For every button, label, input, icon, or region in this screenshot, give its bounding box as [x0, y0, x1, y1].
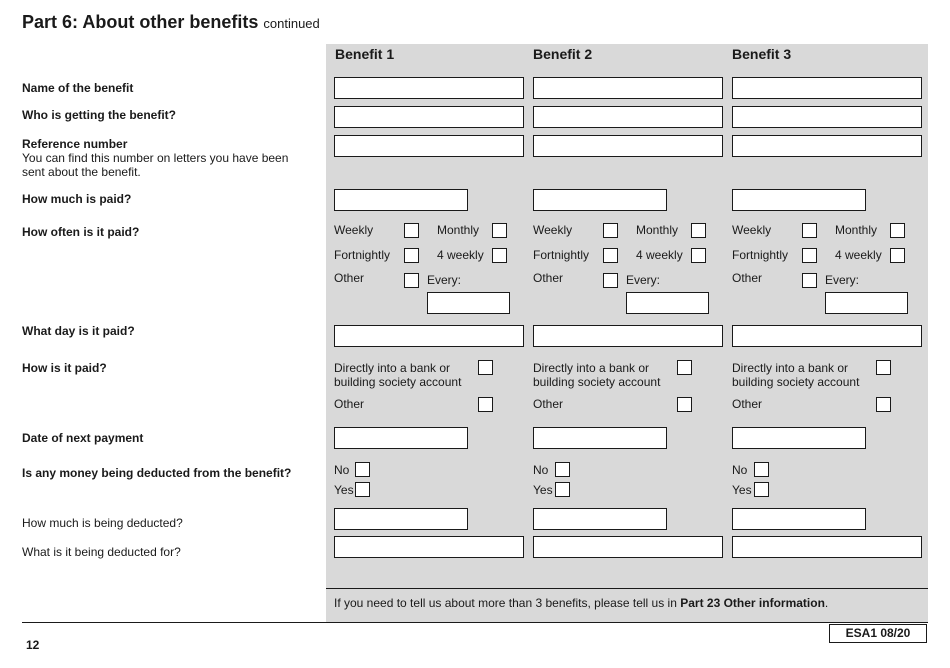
benefit-2-deduct-reason-input[interactable] — [533, 536, 723, 558]
benefit-2-bank-checkbox[interactable] — [677, 360, 692, 375]
benefit-2-weekly-checkbox[interactable] — [603, 223, 618, 238]
benefit-3-other-payment-checkbox[interactable] — [876, 397, 891, 412]
q-what-day-paid: What day is it paid? — [22, 324, 135, 338]
benefit-2-amount-input[interactable] — [533, 189, 667, 211]
benefit-3-other-frequency-checkbox[interactable] — [802, 273, 817, 288]
benefit-1-reference-input[interactable] — [334, 135, 524, 157]
benefit-1-no-checkbox[interactable] — [355, 462, 370, 477]
benefit-2-monthly-checkbox[interactable] — [691, 223, 706, 238]
benefit-1-monthly-checkbox[interactable] — [492, 223, 507, 238]
benefit-2-next-payment-input[interactable] — [533, 427, 667, 449]
benefit-1-bank-checkbox[interactable] — [478, 360, 493, 375]
benefit-1-deduct-amount-input[interactable] — [334, 508, 468, 530]
other-payment-label: Other — [533, 397, 564, 411]
four-weekly-label: 4 weekly — [835, 248, 882, 262]
q-name-of-benefit: Name of the benefit — [22, 81, 134, 95]
benefit-1-deduct-reason-input[interactable] — [334, 536, 524, 558]
q-how-much-deducted: How much is being deducted? — [22, 516, 183, 530]
benefit-3-every-input[interactable] — [825, 292, 908, 314]
bank-account-label: Directly into a bank or building society account — [334, 361, 462, 389]
benefit-1-amount-input[interactable] — [334, 189, 468, 211]
other-payment-label: Other — [334, 397, 365, 411]
benefit-2-no-checkbox[interactable] — [555, 462, 570, 477]
other-payment-label: Other — [732, 397, 763, 411]
benefit-1-other-payment-checkbox[interactable] — [478, 397, 493, 412]
monthly-label: Monthly — [636, 223, 679, 237]
monthly-label: Monthly — [437, 223, 480, 237]
benefit-2-day-input[interactable] — [533, 325, 723, 347]
benefit-2-fortnightly-checkbox[interactable] — [603, 248, 618, 263]
continued-label: continued — [263, 16, 320, 31]
four-weekly-label: 4 weekly — [437, 248, 484, 262]
q-date-next-payment: Date of next payment — [22, 431, 144, 445]
q-how-is-paid: How is it paid? — [22, 361, 107, 375]
footnote-divider — [326, 588, 928, 589]
page-title — [22, 12, 320, 33]
benefit-1-every-input[interactable] — [427, 292, 510, 314]
every-label: Every: — [427, 273, 462, 287]
q-reference-number: Reference number — [22, 137, 128, 151]
q-how-much-paid: How much is paid? — [22, 192, 132, 206]
benefit-2-other-payment-checkbox[interactable] — [677, 397, 692, 412]
benefit-1-name-input[interactable] — [334, 77, 524, 99]
benefit-1-yes-checkbox[interactable] — [355, 482, 370, 497]
no-label: No — [732, 463, 748, 477]
column-header-benefit-1: Benefit 1 — [335, 46, 395, 62]
yes-label: Yes — [334, 483, 354, 497]
page-number: 12 — [26, 638, 40, 652]
benefit-1-other-frequency-checkbox[interactable] — [404, 273, 419, 288]
benefit-2-who-input[interactable] — [533, 106, 723, 128]
footnote-end: . — [824, 596, 829, 610]
benefit-2-yes-checkbox[interactable] — [555, 482, 570, 497]
column-header-benefit-2: Benefit 2 — [533, 46, 593, 62]
benefit-1-four-weekly-checkbox[interactable] — [492, 248, 507, 263]
benefit-1-day-input[interactable] — [334, 325, 524, 347]
no-label: No — [533, 463, 549, 477]
benefit-3-no-checkbox[interactable] — [754, 462, 769, 477]
every-label: Every: — [825, 273, 860, 287]
benefit-1-next-payment-input[interactable] — [334, 427, 468, 449]
bank-account-label: Directly into a bank or building society account — [533, 361, 661, 389]
q-reference-hint: You can find this number on letters you have been sent about the benefit. — [22, 151, 289, 179]
weekly-label: Weekly — [732, 223, 772, 237]
benefit-2-deduct-amount-input[interactable] — [533, 508, 667, 530]
benefit-2-name-input[interactable] — [533, 77, 723, 99]
four-weekly-label: 4 weekly — [636, 248, 683, 262]
benefit-2-reference-input[interactable] — [533, 135, 723, 157]
benefit-3-four-weekly-checkbox[interactable] — [890, 248, 905, 263]
weekly-label: Weekly — [533, 223, 573, 237]
benefit-2-four-weekly-checkbox[interactable] — [691, 248, 706, 263]
footnote — [334, 596, 828, 610]
other-frequency-label: Other — [334, 271, 365, 285]
benefit-3-bank-checkbox[interactable] — [876, 360, 891, 375]
benefit-3-weekly-checkbox[interactable] — [802, 223, 817, 238]
benefit-3-amount-input[interactable] — [732, 189, 866, 211]
q-deducted-for: What is it being deducted for? — [22, 545, 181, 559]
yes-label: Yes — [533, 483, 553, 497]
benefit-3-monthly-checkbox[interactable] — [890, 223, 905, 238]
form-code: ESA1 08/20 — [829, 624, 927, 643]
other-frequency-label: Other — [732, 271, 763, 285]
benefit-3-yes-checkbox[interactable] — [754, 482, 769, 497]
benefit-3-reference-input[interactable] — [732, 135, 922, 157]
q-who-is-getting: Who is getting the benefit? — [22, 108, 176, 122]
footnote-text: If you need to tell us about more than 3 benefits, please tell us in — [334, 596, 681, 610]
benefit-3-day-input[interactable] — [732, 325, 922, 347]
benefit-2-other-frequency-checkbox[interactable] — [603, 273, 618, 288]
benefit-3-who-input[interactable] — [732, 106, 922, 128]
fortnightly-label: Fortnightly — [533, 248, 590, 262]
benefit-1-who-input[interactable] — [334, 106, 524, 128]
benefit-1-fortnightly-checkbox[interactable] — [404, 248, 419, 263]
page-title-text: Part 6: About other benefits — [22, 12, 259, 32]
fortnightly-label: Fortnightly — [732, 248, 789, 262]
benefit-2-every-input[interactable] — [626, 292, 709, 314]
fortnightly-label: Fortnightly — [334, 248, 391, 262]
column-header-benefit-3: Benefit 3 — [732, 46, 792, 62]
benefit-3-deduct-reason-input[interactable] — [732, 536, 922, 558]
q-money-deducted: Is any money being deducted from the benefit? — [22, 466, 292, 480]
weekly-label: Weekly — [334, 223, 374, 237]
other-frequency-label: Other — [533, 271, 564, 285]
no-label: No — [334, 463, 350, 477]
benefit-3-fortnightly-checkbox[interactable] — [802, 248, 817, 263]
benefit-3-name-input[interactable] — [732, 77, 922, 99]
bank-account-label: Directly into a bank or building society account — [732, 361, 860, 389]
yes-label: Yes — [732, 483, 752, 497]
every-label: Every: — [626, 273, 661, 287]
page-footer-divider — [22, 622, 928, 623]
q-how-often-paid: How often is it paid? — [22, 225, 140, 239]
benefit-3-next-payment-input[interactable] — [732, 427, 866, 449]
footnote-part-reference: Part 23 Other information — [680, 596, 825, 610]
benefit-3-deduct-amount-input[interactable] — [732, 508, 866, 530]
monthly-label: Monthly — [835, 223, 878, 237]
benefit-1-weekly-checkbox[interactable] — [404, 223, 419, 238]
